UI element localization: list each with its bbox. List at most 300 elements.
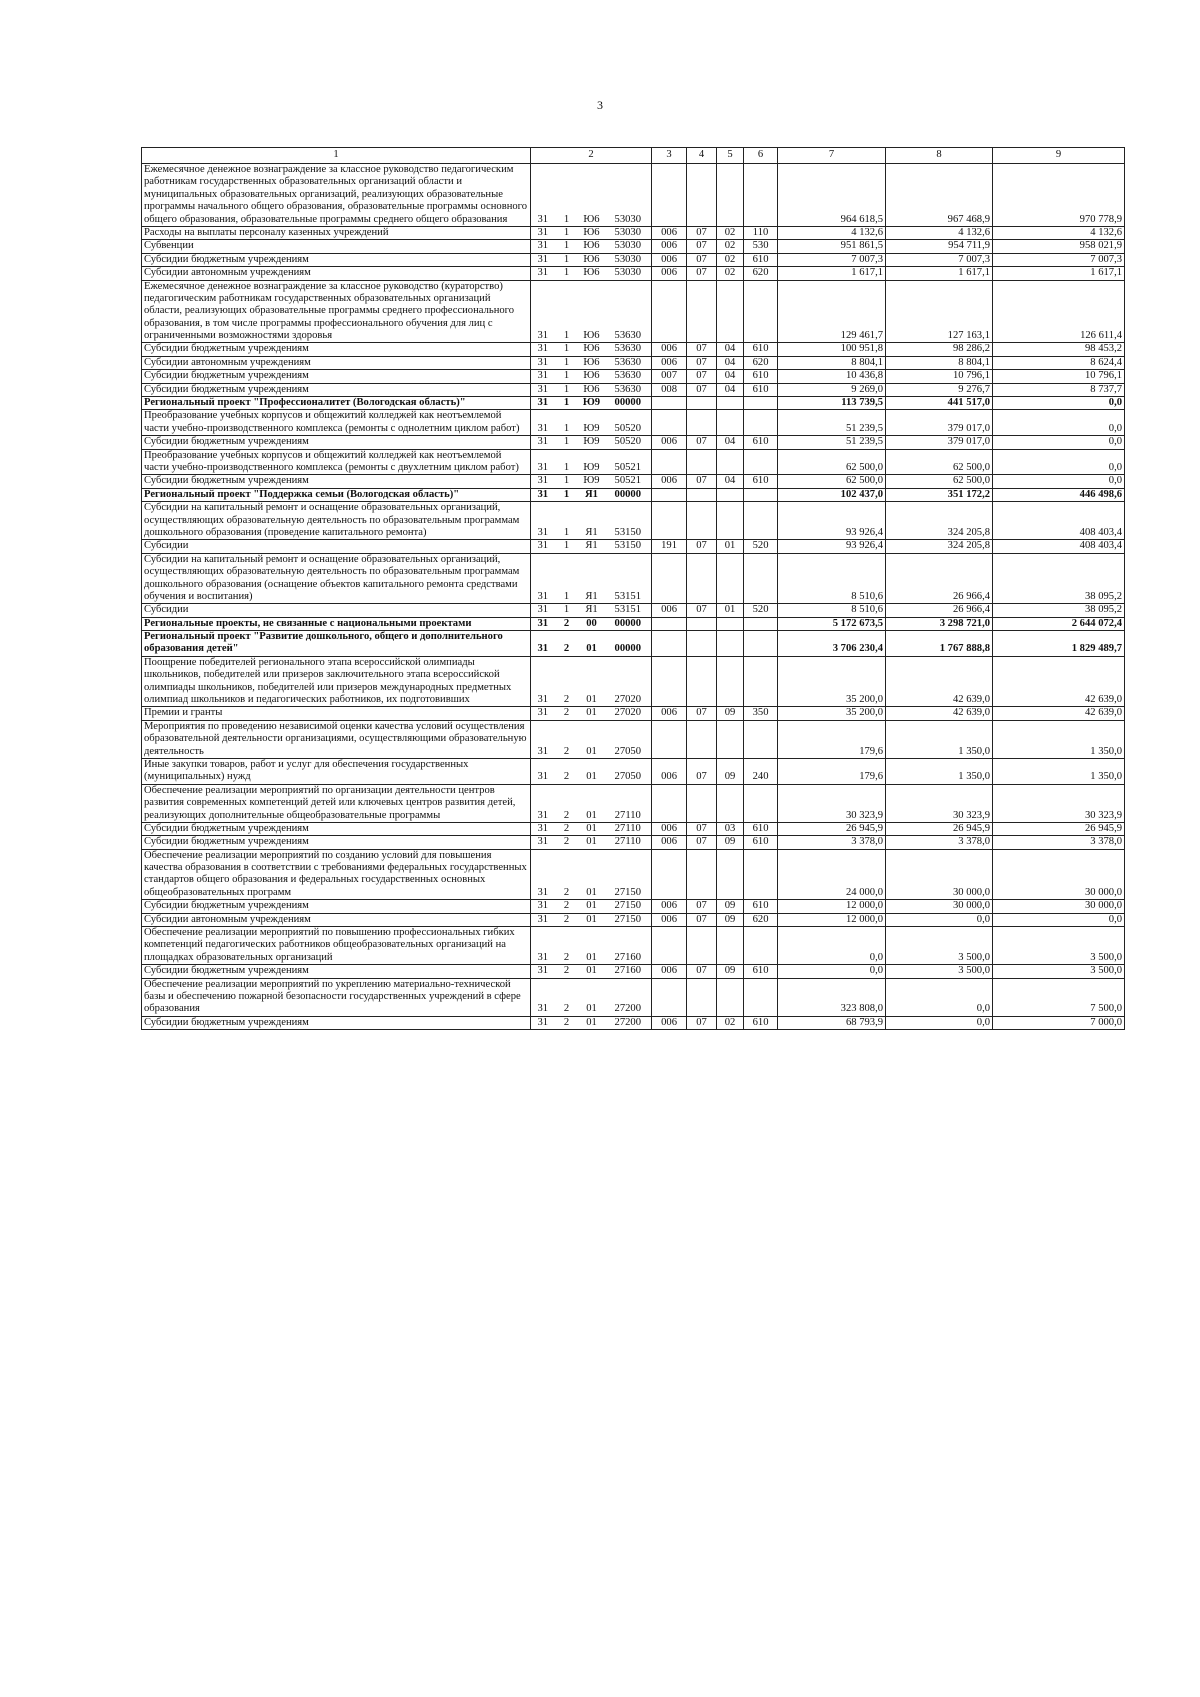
code-direction: 53630	[605, 383, 652, 396]
row-name: Субсидии на капитальный ремонт и оснащение образовательных организаций, осуществляющих образовательную деятельность по образовательным программам дошкольного образования (проведение капитального ремонта)	[142, 502, 531, 540]
code-administrator: 006	[652, 240, 687, 253]
code-section: 07	[687, 356, 717, 369]
code-expense-type: 240	[744, 758, 778, 784]
amount-year-2: 127 163,1	[886, 280, 993, 343]
code-program: 31	[531, 913, 555, 926]
code-administrator: 006	[652, 822, 687, 835]
code-direction: 00000	[605, 488, 652, 501]
amount-year-3: 0,0	[993, 449, 1125, 475]
code-direction: 00000	[605, 397, 652, 410]
code-administrator: 006	[652, 965, 687, 978]
code-program: 31	[531, 370, 555, 383]
amount-year-1: 62 500,0	[778, 449, 886, 475]
amount-year-3: 7 007,3	[993, 253, 1125, 266]
amount-year-1: 323 808,0	[778, 978, 886, 1016]
code-section: 07	[687, 822, 717, 835]
code-expense-type: 610	[744, 1016, 778, 1029]
amount-year-1: 7 007,3	[778, 253, 886, 266]
code-expense-type: 620	[744, 913, 778, 926]
code-direction: 53150	[605, 540, 652, 553]
row-name: Субсидии бюджетным учреждениям	[142, 253, 531, 266]
row-name: Преобразование учебных корпусов и общежитий колледжей как неотъемлемой части учебно-производственного комплекса (ремонты с однолетним циклом работ)	[142, 410, 531, 436]
amount-year-3: 8 624,4	[993, 356, 1125, 369]
code-project: 01	[579, 707, 605, 720]
code-expense-type: 610	[744, 436, 778, 449]
code-subprogram: 2	[555, 656, 579, 707]
code-program: 31	[531, 253, 555, 266]
code-administrator: 006	[652, 604, 687, 617]
code-expense-type	[744, 502, 778, 540]
code-administrator	[652, 553, 687, 604]
amount-year-3: 1 829 489,7	[993, 631, 1125, 657]
code-direction: 27110	[605, 822, 652, 835]
code-program: 31	[531, 502, 555, 540]
code-administrator	[652, 784, 687, 822]
amount-year-2: 62 500,0	[886, 475, 993, 488]
code-subsection: 01	[717, 604, 744, 617]
amount-year-2: 954 711,9	[886, 240, 993, 253]
column-number-row	[142, 148, 1125, 164]
code-subsection	[717, 978, 744, 1016]
col-header-7: 7	[778, 148, 886, 164]
table-row	[142, 553, 1125, 604]
amount-year-2: 30 323,9	[886, 784, 993, 822]
amount-year-3: 7 000,0	[993, 1016, 1125, 1029]
table-row	[142, 927, 1125, 965]
code-subsection: 09	[717, 836, 744, 849]
code-program: 31	[531, 410, 555, 436]
code-program: 31	[531, 631, 555, 657]
page-number: 3	[597, 98, 603, 112]
code-direction: 27050	[605, 758, 652, 784]
col-header-1: 1	[142, 148, 531, 164]
code-program: 31	[531, 784, 555, 822]
code-program: 31	[531, 356, 555, 369]
code-program: 31	[531, 707, 555, 720]
code-program: 31	[531, 849, 555, 900]
table-row	[142, 1016, 1125, 1029]
code-section	[687, 553, 717, 604]
code-expense-type: 520	[744, 540, 778, 553]
amount-year-2: 1 350,0	[886, 758, 993, 784]
code-expense-type	[744, 280, 778, 343]
code-direction: 27150	[605, 849, 652, 900]
amount-year-1: 951 861,5	[778, 240, 886, 253]
code-direction: 00000	[605, 631, 652, 657]
amount-year-3: 3 500,0	[993, 965, 1125, 978]
row-name: Субсидии автономным учреждениям	[142, 267, 531, 280]
amount-year-2: 62 500,0	[886, 449, 993, 475]
amount-year-3: 0,0	[993, 913, 1125, 926]
row-name: Субсидии бюджетным учреждениям	[142, 436, 531, 449]
code-program: 31	[531, 965, 555, 978]
table-body	[142, 148, 1125, 1030]
code-project: Ю6	[579, 356, 605, 369]
amount-year-1: 9 269,0	[778, 383, 886, 396]
code-section: 07	[687, 900, 717, 913]
code-subsection: 09	[717, 707, 744, 720]
col-header-2: 2	[531, 148, 652, 164]
code-section: 07	[687, 913, 717, 926]
amount-year-2: 26 945,9	[886, 822, 993, 835]
code-subprogram: 1	[555, 164, 579, 227]
amount-year-2: 98 286,2	[886, 343, 993, 356]
code-program: 31	[531, 488, 555, 501]
code-section	[687, 849, 717, 900]
code-subsection	[717, 617, 744, 630]
table-row	[142, 604, 1125, 617]
amount-year-1: 10 436,8	[778, 370, 886, 383]
amount-year-3: 1 617,1	[993, 267, 1125, 280]
amount-year-2: 324 205,8	[886, 540, 993, 553]
table-row	[142, 913, 1125, 926]
code-subsection: 04	[717, 436, 744, 449]
amount-year-2: 42 639,0	[886, 707, 993, 720]
code-section	[687, 449, 717, 475]
code-subprogram: 1	[555, 449, 579, 475]
code-program: 31	[531, 240, 555, 253]
row-name: Субсидии бюджетным учреждениям	[142, 836, 531, 849]
code-administrator: 006	[652, 475, 687, 488]
row-name: Субсидии бюджетным учреждениям	[142, 383, 531, 396]
code-subprogram: 1	[555, 280, 579, 343]
code-subprogram: 2	[555, 978, 579, 1016]
row-name: Субсидии бюджетным учреждениям	[142, 965, 531, 978]
amount-year-1: 35 200,0	[778, 656, 886, 707]
code-administrator: 191	[652, 540, 687, 553]
row-name: Ежемесячное денежное вознаграждение за классное руководство педагогическим работникам государственных образовательных организаций области и муниципальных образовательных организаций, реализующих образовательные программы начального общего образования, образовательные программы основного общего образования, образовательные программы среднего общего образования	[142, 164, 531, 227]
amount-year-1: 51 239,5	[778, 410, 886, 436]
code-expense-type: 620	[744, 356, 778, 369]
code-project: 01	[579, 1016, 605, 1029]
code-program: 31	[531, 604, 555, 617]
code-subsection	[717, 397, 744, 410]
code-program: 31	[531, 758, 555, 784]
code-subprogram: 2	[555, 900, 579, 913]
code-project: 00	[579, 617, 605, 630]
amount-year-3: 10 796,1	[993, 370, 1125, 383]
amount-year-1: 24 000,0	[778, 849, 886, 900]
code-subsection	[717, 553, 744, 604]
code-program: 31	[531, 226, 555, 239]
code-subprogram: 1	[555, 502, 579, 540]
code-subsection	[717, 656, 744, 707]
amount-year-1: 0,0	[778, 965, 886, 978]
code-program: 31	[531, 656, 555, 707]
code-subsection: 04	[717, 370, 744, 383]
code-subprogram: 2	[555, 822, 579, 835]
code-direction: 27160	[605, 965, 652, 978]
code-administrator	[652, 502, 687, 540]
table-row	[142, 267, 1125, 280]
row-name: Субсидии автономным учреждениям	[142, 913, 531, 926]
code-direction: 27200	[605, 978, 652, 1016]
table-row	[142, 720, 1125, 758]
code-subprogram: 1	[555, 226, 579, 239]
amount-year-2: 4 132,6	[886, 226, 993, 239]
code-project: 01	[579, 836, 605, 849]
code-administrator: 006	[652, 707, 687, 720]
code-section: 07	[687, 383, 717, 396]
code-subsection: 02	[717, 253, 744, 266]
table-row	[142, 488, 1125, 501]
code-project: Ю6	[579, 370, 605, 383]
amount-year-1: 179,6	[778, 720, 886, 758]
code-subprogram: 1	[555, 540, 579, 553]
code-program: 31	[531, 164, 555, 227]
code-administrator	[652, 720, 687, 758]
code-direction: 27200	[605, 1016, 652, 1029]
code-expense-type	[744, 397, 778, 410]
row-name: Субсидии на капитальный ремонт и оснащение образовательных организаций, осуществляющих образовательную деятельность по образовательным программам дошкольного образования (оснащение объектов капитального ремонта средствами обучения и воспитания)	[142, 553, 531, 604]
row-name: Региональный проект "Развитие дошкольного, общего и дополнительного образования детей"	[142, 631, 531, 657]
table-row	[142, 410, 1125, 436]
code-subprogram: 2	[555, 631, 579, 657]
amount-year-3: 98 453,2	[993, 343, 1125, 356]
code-subprogram: 2	[555, 927, 579, 965]
code-direction: 27110	[605, 836, 652, 849]
amount-year-1: 964 618,5	[778, 164, 886, 227]
row-name: Субсидии автономным учреждениям	[142, 356, 531, 369]
amount-year-3: 0,0	[993, 397, 1125, 410]
code-subprogram: 2	[555, 836, 579, 849]
code-expense-type: 610	[744, 475, 778, 488]
code-section: 07	[687, 240, 717, 253]
code-subsection: 09	[717, 965, 744, 978]
amount-year-3: 126 611,4	[993, 280, 1125, 343]
code-expense-type	[744, 720, 778, 758]
code-project: 01	[579, 978, 605, 1016]
code-program: 31	[531, 449, 555, 475]
code-project: 01	[579, 631, 605, 657]
amount-year-1: 179,6	[778, 758, 886, 784]
code-subsection: 09	[717, 900, 744, 913]
amount-year-1: 51 239,5	[778, 436, 886, 449]
row-name: Субсидии бюджетным учреждениям	[142, 900, 531, 913]
amount-year-1: 8 510,6	[778, 553, 886, 604]
amount-year-1: 93 926,4	[778, 502, 886, 540]
code-subprogram: 2	[555, 707, 579, 720]
code-project: Ю9	[579, 410, 605, 436]
code-program: 31	[531, 900, 555, 913]
row-name: Поощрение победителей регионального этапа всероссийской олимпиады школьников, победителей или призеров заключительного этапа всероссийской олимпиады школьников, победителей или призеров международных предметных олимпиад школьников и педагогических работников, их подготовивших	[142, 656, 531, 707]
code-subsection: 03	[717, 822, 744, 835]
amount-year-1: 3 706 230,4	[778, 631, 886, 657]
code-project: 01	[579, 656, 605, 707]
amount-year-2: 1 767 888,8	[886, 631, 993, 657]
code-direction: 53630	[605, 280, 652, 343]
code-direction: 53030	[605, 226, 652, 239]
col-header-8: 8	[886, 148, 993, 164]
amount-year-1: 62 500,0	[778, 475, 886, 488]
code-administrator: 006	[652, 226, 687, 239]
row-name: Региональные проекты, не связанные с национальными проектами	[142, 617, 531, 630]
code-administrator	[652, 978, 687, 1016]
code-section: 07	[687, 1016, 717, 1029]
code-administrator	[652, 656, 687, 707]
code-subsection: 09	[717, 913, 744, 926]
amount-year-1: 93 926,4	[778, 540, 886, 553]
code-section: 07	[687, 436, 717, 449]
amount-year-1: 8 804,1	[778, 356, 886, 369]
code-program: 31	[531, 1016, 555, 1029]
table-row	[142, 240, 1125, 253]
code-administrator	[652, 849, 687, 900]
col-header-4: 4	[687, 148, 717, 164]
table-row	[142, 356, 1125, 369]
code-expense-type: 620	[744, 267, 778, 280]
code-expense-type: 610	[744, 343, 778, 356]
code-section: 07	[687, 604, 717, 617]
code-administrator	[652, 410, 687, 436]
table-row	[142, 226, 1125, 239]
code-program: 31	[531, 436, 555, 449]
code-section: 07	[687, 370, 717, 383]
code-direction: 53030	[605, 267, 652, 280]
code-administrator	[652, 397, 687, 410]
code-section: 07	[687, 475, 717, 488]
table-row	[142, 253, 1125, 266]
code-section	[687, 631, 717, 657]
table-row	[142, 631, 1125, 657]
amount-year-1: 1 617,1	[778, 267, 886, 280]
code-administrator: 006	[652, 267, 687, 280]
amount-year-3: 42 639,0	[993, 656, 1125, 707]
row-name: Субсидии бюджетным учреждениям	[142, 343, 531, 356]
code-program: 31	[531, 475, 555, 488]
table-row	[142, 617, 1125, 630]
table-row	[142, 436, 1125, 449]
code-section	[687, 617, 717, 630]
amount-year-2: 7 007,3	[886, 253, 993, 266]
row-name: Обеспечение реализации мероприятий по организации деятельности центров развития современных компетенций детей или ключевых центров развития детей, реализующих дополнительные общеобразовательные программы	[142, 784, 531, 822]
amount-year-3: 0,0	[993, 475, 1125, 488]
code-direction: 50520	[605, 410, 652, 436]
code-expense-type	[744, 631, 778, 657]
amount-year-3: 408 403,4	[993, 502, 1125, 540]
code-expense-type: 610	[744, 822, 778, 835]
table-row	[142, 449, 1125, 475]
code-direction: 53630	[605, 343, 652, 356]
amount-year-2: 42 639,0	[886, 656, 993, 707]
code-program: 31	[531, 720, 555, 758]
code-project: Ю6	[579, 253, 605, 266]
code-expense-type: 610	[744, 965, 778, 978]
code-project: Ю6	[579, 267, 605, 280]
table-row	[142, 343, 1125, 356]
col-header-3: 3	[652, 148, 687, 164]
code-subprogram: 1	[555, 397, 579, 410]
row-name: Субсидии бюджетным учреждениям	[142, 1016, 531, 1029]
code-expense-type: 610	[744, 900, 778, 913]
code-subprogram: 1	[555, 383, 579, 396]
code-project: Ю6	[579, 240, 605, 253]
amount-year-3: 408 403,4	[993, 540, 1125, 553]
amount-year-3: 30 000,0	[993, 849, 1125, 900]
code-administrator: 007	[652, 370, 687, 383]
amount-year-1: 35 200,0	[778, 707, 886, 720]
amount-year-3: 1 350,0	[993, 758, 1125, 784]
code-expense-type	[744, 784, 778, 822]
code-section	[687, 164, 717, 227]
code-project: Ю9	[579, 436, 605, 449]
budget-table	[141, 147, 1125, 1030]
amount-year-2: 324 205,8	[886, 502, 993, 540]
code-direction: 50521	[605, 475, 652, 488]
code-expense-type: 110	[744, 226, 778, 239]
code-section: 07	[687, 965, 717, 978]
amount-year-3: 0,0	[993, 410, 1125, 436]
code-subsection	[717, 927, 744, 965]
code-administrator: 008	[652, 383, 687, 396]
table-row	[142, 397, 1125, 410]
code-direction: 53151	[605, 553, 652, 604]
amount-year-3: 30 000,0	[993, 900, 1125, 913]
code-direction: 27150	[605, 900, 652, 913]
code-expense-type	[744, 488, 778, 501]
amount-year-1: 4 132,6	[778, 226, 886, 239]
row-name: Иные закупки товаров, работ и услуг для обеспечения государственных (муниципальных) нужд	[142, 758, 531, 784]
code-direction: 53630	[605, 370, 652, 383]
code-subprogram: 2	[555, 784, 579, 822]
amount-year-3: 42 639,0	[993, 707, 1125, 720]
amount-year-2: 1 350,0	[886, 720, 993, 758]
code-project: Я1	[579, 604, 605, 617]
code-section: 07	[687, 267, 717, 280]
code-direction: 53150	[605, 502, 652, 540]
amount-year-1: 102 437,0	[778, 488, 886, 501]
code-direction: 50520	[605, 436, 652, 449]
code-direction: 50521	[605, 449, 652, 475]
table-row	[142, 475, 1125, 488]
row-name: Субвенции	[142, 240, 531, 253]
code-subsection	[717, 280, 744, 343]
code-expense-type: 350	[744, 707, 778, 720]
code-administrator: 006	[652, 436, 687, 449]
code-program: 31	[531, 553, 555, 604]
code-section	[687, 488, 717, 501]
code-program: 31	[531, 397, 555, 410]
code-expense-type: 610	[744, 836, 778, 849]
amount-year-2: 1 617,1	[886, 267, 993, 280]
code-project: 01	[579, 965, 605, 978]
amount-year-2: 967 468,9	[886, 164, 993, 227]
table-row	[142, 965, 1125, 978]
code-administrator: 006	[652, 836, 687, 849]
code-program: 31	[531, 822, 555, 835]
amount-year-3: 26 945,9	[993, 822, 1125, 835]
code-direction: 53630	[605, 356, 652, 369]
code-section: 07	[687, 836, 717, 849]
table-row	[142, 707, 1125, 720]
table-row	[142, 164, 1125, 227]
code-subsection	[717, 502, 744, 540]
row-name: Мероприятия по проведению независимой оценки качества условий осуществления образовательной деятельности организациями, осуществляющими образовательную деятельность	[142, 720, 531, 758]
code-program: 31	[531, 343, 555, 356]
code-expense-type	[744, 656, 778, 707]
code-project: 01	[579, 849, 605, 900]
code-project: Я1	[579, 488, 605, 501]
table-row	[142, 370, 1125, 383]
code-direction: 53030	[605, 164, 652, 227]
amount-year-3: 30 323,9	[993, 784, 1125, 822]
amount-year-3: 7 500,0	[993, 978, 1125, 1016]
code-section	[687, 397, 717, 410]
code-administrator: 006	[652, 343, 687, 356]
code-subsection	[717, 784, 744, 822]
amount-year-3: 446 498,6	[993, 488, 1125, 501]
row-name: Региональный проект "Профессионалитет (Вологодская область)"	[142, 397, 531, 410]
